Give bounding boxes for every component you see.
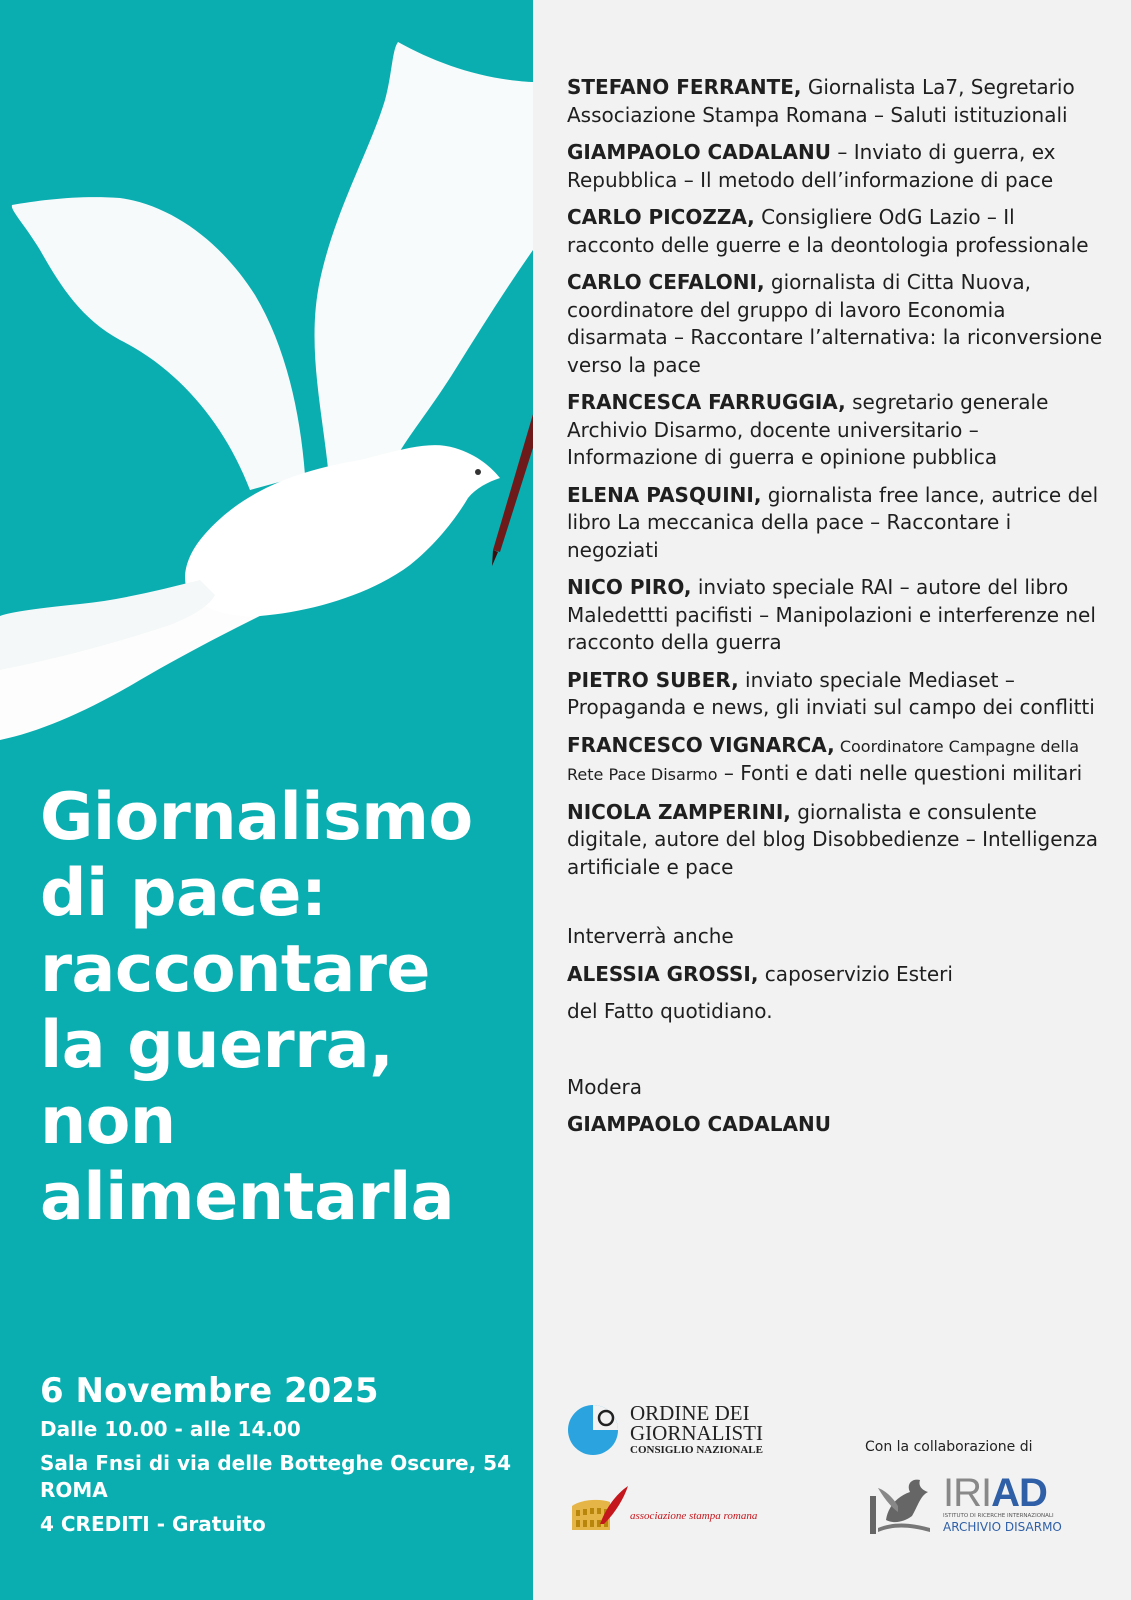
collaboration-label: Con la collaborazione di <box>865 1439 1033 1455</box>
event-venue: Sala Fnsi di via delle Botteghe Oscure, 54 <box>40 1451 512 1475</box>
speaker-item <box>567 574 1107 657</box>
event-credits: 4 CREDITI - Gratuito <box>40 1512 266 1536</box>
odg-logo <box>567 1402 817 1462</box>
left-panel <box>0 0 533 1600</box>
title-line: Giornalismo <box>40 780 473 855</box>
speaker-desc: – Inviato di guerra, ex Repubblica – Il metodo dell’informazione di pace <box>567 140 1056 192</box>
event-date: 6 Novembre 2025 <box>40 1371 379 1411</box>
speaker-desc: inviato speciale Mediaset – Propaganda e news, gli inviati sul campo dei conflitti <box>567 667 1095 719</box>
speaker-item <box>567 139 1107 194</box>
speaker-desc: Giornalista La7, Segretario Associazione Stampa Romana – Saluti istituzionali <box>567 75 1075 127</box>
speaker-name: NICOLA ZAMPERINI, <box>567 799 791 824</box>
speaker-name: STEFANO FERRANTE, <box>567 75 802 99</box>
speaker-name: ELENA PASQUINI, <box>567 482 762 507</box>
iriad-logo <box>868 1471 1068 1536</box>
speaker-name: GIAMPAOLO CADALANU <box>567 140 831 164</box>
iriad-wordmark <box>943 1470 1047 1516</box>
speaker-desc-small: Coordinatore Campagne della Rete Pace Disarmo <box>567 736 1080 784</box>
speaker-name: FRANCESCA FARRUGGIA, <box>567 390 846 414</box>
speaker-name: CARLO CEFALONI, <box>567 270 765 294</box>
event-time: Dalle 10.00 - alle 14.00 <box>40 1417 301 1441</box>
speaker-name: FRANCESCO VIGNARCA, <box>567 732 835 757</box>
speaker-desc: giornalista e consulente digitale, autore del blog Disobbedienze – Intelligenza artificiale e pace <box>567 799 1098 879</box>
speaker-item <box>567 667 1107 722</box>
asr-logo <box>570 1484 770 1534</box>
dove-book-icon <box>868 1476 938 1536</box>
speaker-name: NICO PIRO, <box>567 575 692 599</box>
event-city: ROMA <box>40 1478 108 1502</box>
speaker-item <box>567 482 1107 565</box>
asr-name: associazione stampa romana <box>630 1510 758 1522</box>
also-speaker-desc: caposervizio Esteri <box>758 961 953 986</box>
speaker-item <box>567 799 1107 882</box>
moderator-name: GIAMPAOLO CADALANU <box>567 1112 831 1136</box>
iriad-subtitle: ISTITUTO DI RICERCHE INTERNAZIONALI <box>943 1513 1054 1519</box>
speaker-desc: inviato speciale RAI – autore del libro Maledettti pacifisti – Manipolazioni e interferenze nel racconto della guerra <box>567 575 1096 654</box>
speaker-item <box>567 389 1107 472</box>
iriad-wordmark-part: AD <box>991 1471 1047 1515</box>
title-line: la guerra, <box>40 1008 394 1083</box>
also-speaker-name: ALESSIA GROSSI, <box>567 961 759 986</box>
peace-dove-icon <box>0 20 533 740</box>
odg-subtitle: CONSIGLIO NAZIONALE <box>630 1444 763 1456</box>
odg-title-line: GIORNALISTI <box>630 1421 763 1445</box>
also-intro: Interverrà anche <box>567 924 734 948</box>
odg-circle-icon <box>567 1404 619 1456</box>
speaker-name: PIETRO SUBER, <box>567 667 739 692</box>
title-line: alimentarla <box>40 1160 455 1235</box>
title-line: di pace: <box>40 856 327 931</box>
speaker-desc: giornalista di Citta Nuova, coordinatore del gruppo di lavoro Economia disarmata – Raccontare l’alternativa: la riconversione verso la pace <box>567 270 1103 377</box>
odg-title-line: ORDINE DEI <box>630 1401 750 1425</box>
speaker-item <box>567 269 1107 379</box>
speaker-desc: – Fonti e dati nelle questioni militari <box>717 761 1083 785</box>
speaker-desc: giornalista free lance, autrice del libro La meccanica della pace – Raccontare i negoziati <box>567 482 1099 562</box>
also-speaker-desc-cont: del Fatto quotidiano. <box>567 999 773 1023</box>
colosseum-feather-icon <box>570 1484 630 1534</box>
event-title <box>40 780 530 1236</box>
speaker-item <box>567 204 1107 259</box>
speakers-column <box>567 74 1107 1139</box>
moderator-intro: Modera <box>567 1074 642 1099</box>
speaker-desc: segretario generale Archivio Disarmo, docente universitario – Informazione di guerra e opinione pubblica <box>567 390 1049 469</box>
title-line: non <box>40 1084 176 1159</box>
speaker-item <box>567 74 1107 129</box>
iriad-wordmark-part: IRI <box>943 1471 992 1515</box>
speaker-desc: Consigliere OdG Lazio – Il racconto delle guerre e la deontologia professionale <box>567 205 1089 257</box>
iriad-name: ARCHIVIO DISARMO <box>943 1520 1062 1534</box>
speaker-item <box>567 732 1107 789</box>
also-speaker <box>567 961 1107 989</box>
title-line: raccontare <box>40 932 430 1007</box>
speaker-name: CARLO PICOZZA, <box>567 205 755 229</box>
